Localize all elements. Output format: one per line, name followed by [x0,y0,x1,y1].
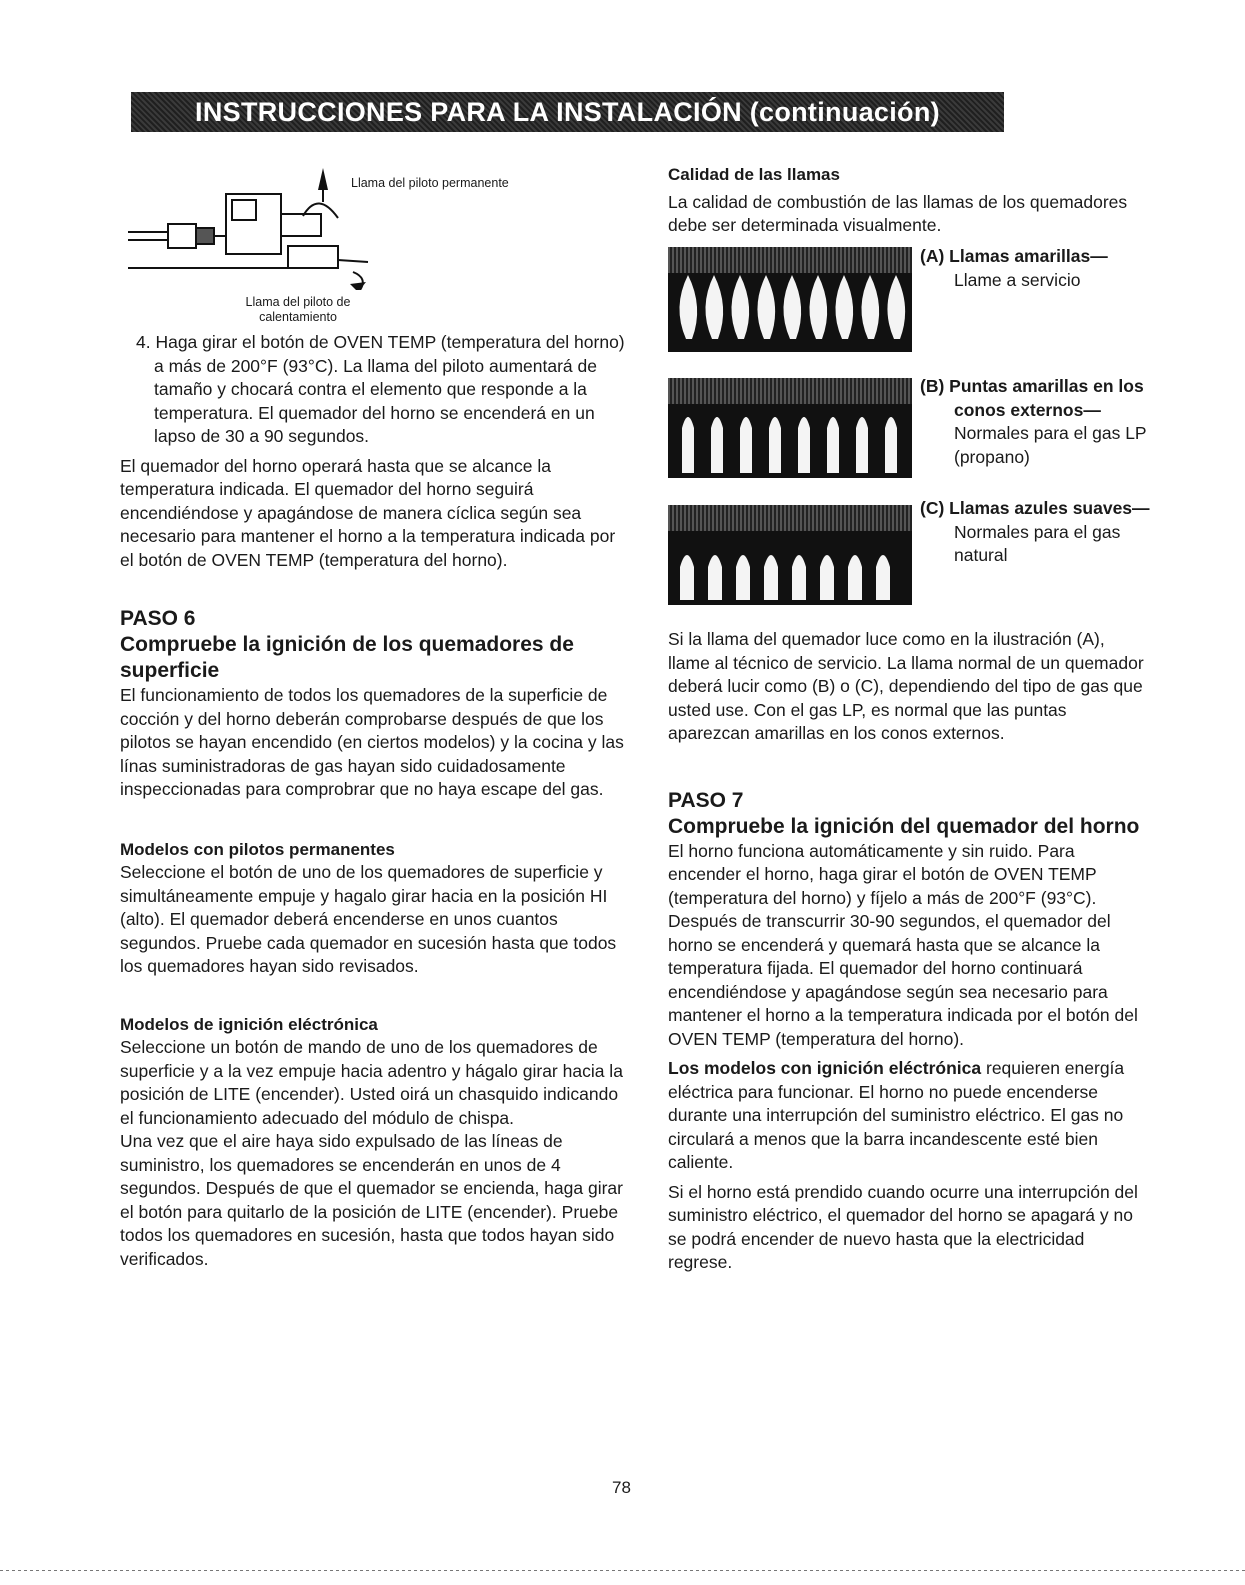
power-outage-paragraph: Si el horno está prendido cuando ocurre una interrupción del suministro eléctrico, el quemador del horno se apagará y no se podrá encender de nuevo hasta que la electricidad regrese. [668,1181,1138,1272]
diagram-label-standing-pilot: Llama del piloto permanente [351,176,509,190]
paso-6-body: El funcionamiento de todos los quemadores de la superficie de cocción y del horno deberán comprobarse después de que los pilotos se hayan encendido (en ciertos modelos) y la cocina y las línas suministradoras de gas hayan sido cuidadosamente inspeccionadas para comprobrar que no haya escape del gas. [120,685,624,799]
page-bottom-rule [0,1570,1245,1571]
flame-a-label [920,245,1160,292]
flame-a-title: (A) Llamas amarillas— [920,246,1108,266]
flame-c-desc: Normales para el gas natural [954,521,1121,565]
flame-b-title: (B) Puntas amarillas en los conos externos— [920,376,1144,420]
flame-quality-title: Calidad de las llamas [668,165,840,184]
page-number: 78 [612,1478,631,1497]
electronic-models-lead: Los modelos con ignición eléctrónica [668,1058,982,1078]
pilot-flame-diagram [128,160,509,324]
flame-image-blue [668,505,912,605]
flame-c-title: (C) Llamas azules suaves— [920,498,1150,518]
flame-quality-body: La calidad de combustión de las llamas de los quemadores debe ser determinada visualmente. [668,191,1128,235]
paso-7-heading: PASO 7 [668,788,744,812]
diagram-label-heating-pilot: Llama del piloto de calentamiento [245,295,351,324]
standing-pilot-body: Seleccione el botón de uno de los quemadores de superficie y simultáneamente empuje y hagalo girar hacia en la posición HI (alto). El quemador deberá encenderse en unos cuantos segundos. Pruebe cada quemador en sucesión hasta que todos los quemadores hayan sido revisados. [120,862,617,976]
flame-b-desc: Normales para el gas LP (propano) [954,423,1147,467]
oven-cycle-paragraph: El quemador del horno operará hasta que se alcance la temperatura indicada. El quemador del horno seguirá encendiéndose y apagándose de manera cíclica según sea necesario para mantener el horno a la temperatura indicada por el botón de OVEN TEMP (temperatura del horno). [120,455,616,570]
flame-c-label [920,497,1160,568]
section-header-title: INSTRUCCIONES PARA LA INSTALACIÓN (continuación) [195,96,940,127]
flame-explanation-paragraph: Si la llama del quemador luce como en la ilustración (A), llame al técnico de servicio. La llama normal de un quemador deberá lucir como (B) o (C), dependiendo del tipo de gas que usted use. Con el gas LP, es normal que las puntas aparezcan amarillas en los conos externos. [668,629,1144,743]
standing-pilot-subheading: Modelos con pilotos permanentes [120,839,395,859]
flame-image-yellow-tips [668,378,912,478]
paso-6-heading: PASO 6 [120,607,196,630]
paso-6-title: Compruebe la ignición de los quemadores de superficie [120,633,574,682]
flame-b-label [920,375,1160,469]
paso-7-body: El horno funciona automáticamente y sin ruido. Para encender el horno, haga girar el botón de OVEN TEMP (temperatura del horno) y fíjelo a más de 200°F (93°C). Después de transcurrir 30-90 segundos, el quemador del horno se encenderá y quemará hasta que se alcance la temperatura fijada. El quemador del horno continuará encendiéndose y apagándose según sea necesario para mantener el horno a la temperatura indicada por el botón del OVEN TEMP (temperatura del horno). [668,840,1138,1049]
electronic-ignition-subheading: Modelos de ignición eléctrónica [120,1014,378,1034]
right-column-lower [668,628,1148,1275]
electronic-ignition-body-1: Seleccione un botón de mando de uno de los quemadores de superficie y a la vez empuje hacia adentro y hágalo girar hacia la posición de LITE (encender). Usted oirá un chasquido indicando el funcionamiento adecuado del módulo de chispa. [120,1037,623,1128]
section-header-banner [131,92,1004,132]
electronic-models-paragraph [668,1057,1148,1175]
flame-image-yellow [668,247,912,352]
paso-7-title: Compruebe la ignición del quemador del horno [668,814,1140,838]
flame-a-desc: Llame a servicio [954,269,1081,290]
step-4-text: 4. Haga girar el botón de OVEN TEMP (temperatura del horno) a más de 200°F (93°C). La llama del piloto aumentará de tamaño y chocará contra el elemento que responde a la temperatura. El quemador del horno se encenderá en un lapso de 30 a 90 segundos. [136,332,625,446]
flame-quality-intro [668,163,1148,238]
electronic-models-body: requieren energía eléctrica para funcionar. El horno no puede encenderse durante una interrupción del suministro eléctrico. El gas no circulará a menos que la barra incandescente esté bien caliente. [668,1058,1125,1172]
left-column [120,331,630,1271]
electronic-ignition-body-2: Una vez que el aire haya sido expulsado de las líneas de suministro, los quemadores se encenderán en unos de 4 segundos. Después de que el quemador se encienda, haga girar el botón para quitarlo de la posición de LITE (encender). Pruebe todos los quemadores en sucesión, hasta que todos hayan sido verificados. [120,1131,623,1269]
